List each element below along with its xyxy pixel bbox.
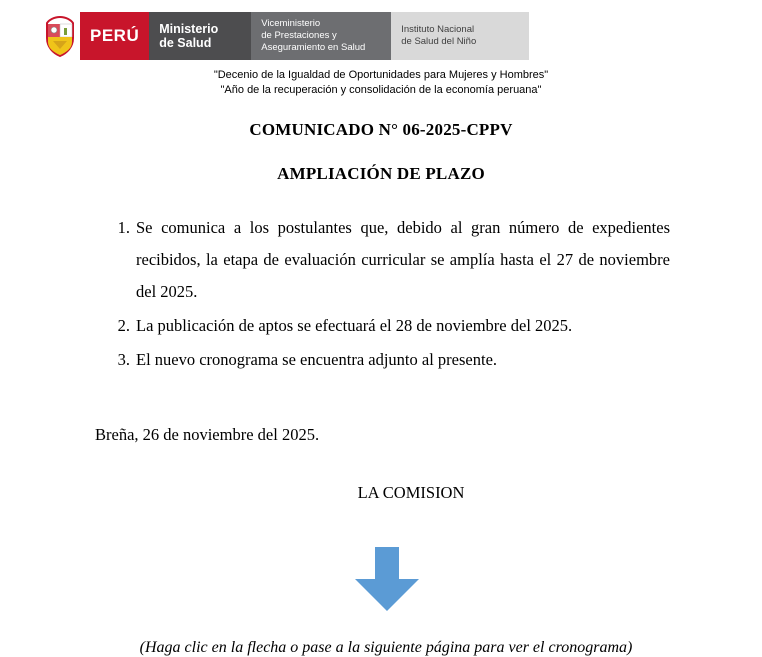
motto-line-2: "Año de la recuperación y consolidación de la economía peruana" xyxy=(220,83,542,96)
list-item: La publicación de aptos se efectuará el 28 de noviembre del 2025. xyxy=(136,316,573,336)
ministry-line-2: de Salud xyxy=(159,36,212,50)
signature-line: LA COMISION xyxy=(357,482,465,502)
arrow-container xyxy=(0,545,762,613)
down-arrow-icon[interactable] xyxy=(351,545,423,613)
viceministry-block xyxy=(251,12,391,60)
viceministry-line-2: de Prestaciones y xyxy=(261,30,337,42)
page-title: COMUNICADO N° 06-2025-CPPV xyxy=(249,119,513,139)
motto-line-1: "Decenio de la Igualdad de Oportunidades para Mujeres y Hombres" xyxy=(213,69,549,81)
viceministry-line-3: Aseguramiento en Salud xyxy=(261,41,366,53)
peru-coat-of-arms-icon xyxy=(40,12,80,60)
place-date: Breña, 26 de noviembre del 2025. xyxy=(95,424,320,444)
announcement-list xyxy=(110,212,670,377)
viceministry-line-1: Viceministerio xyxy=(261,18,321,30)
institute-line-2: de Salud del Niño xyxy=(401,36,477,47)
page-subtitle: AMPLIACIÓN DE PLAZO xyxy=(277,163,485,183)
list-item: Se comunica a los postulantes que, debido al gran número de expedientes recibidos, la etapa de evaluación curricular se amplía hasta el 27 de noviembre del 2025. xyxy=(136,217,670,302)
letterhead xyxy=(40,12,520,60)
mottos xyxy=(0,68,762,98)
ministry-line-1: Ministerio xyxy=(159,21,219,36)
list-item: El nuevo cronograma se encuentra adjunto al presente. xyxy=(136,350,498,370)
institute-line-1: Instituto Nacional xyxy=(401,24,475,36)
ministry-block xyxy=(149,12,251,60)
brand-country: PERÚ xyxy=(80,12,149,60)
document-page xyxy=(0,12,762,656)
institute-block xyxy=(391,12,529,60)
footnote: (Haga clic en la flecha o pase a la siguiente página para ver el cronograma) xyxy=(139,638,633,656)
